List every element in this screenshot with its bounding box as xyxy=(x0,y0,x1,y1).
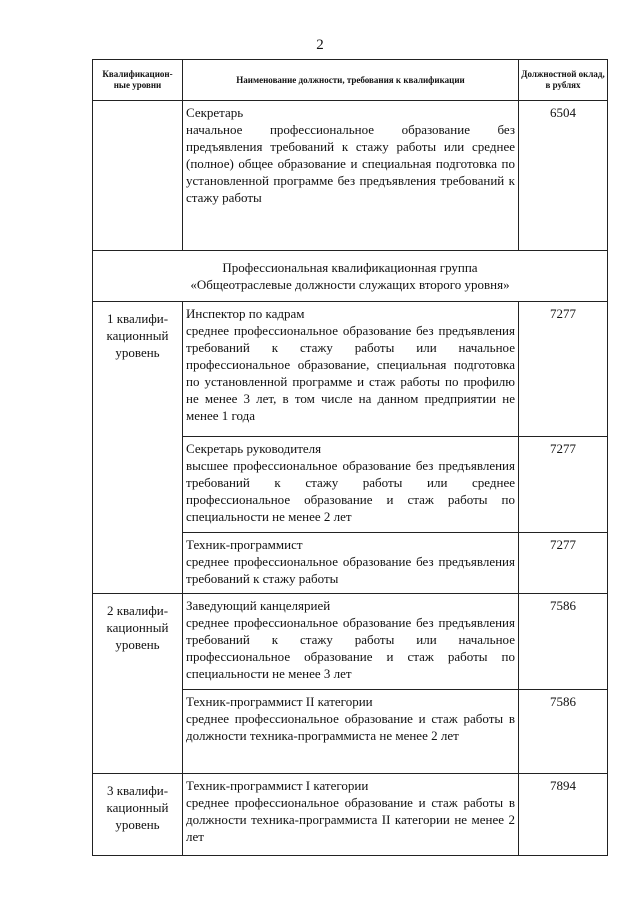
position-title: Секретарь руководителя xyxy=(186,441,322,456)
header-levels: Квалификацион-ные уровни xyxy=(93,60,183,101)
position-title: Секретарь xyxy=(186,105,244,120)
position-title: Техник-программист II категории xyxy=(186,694,373,709)
header-position: Наименование должности, требования к квалификации xyxy=(183,60,519,101)
page-number: 2 xyxy=(316,37,324,53)
group-cell xyxy=(93,251,608,302)
level-cell: 1 квалифи-кационный уровень xyxy=(93,302,183,594)
position-cell xyxy=(183,101,519,251)
level-cell xyxy=(93,101,183,251)
table-row xyxy=(93,774,608,856)
level-cell: 2 квалифи-кационный уровень xyxy=(93,594,183,774)
position-requirements: среднее профессиональное образование без предъявления требований к стажу работы или начальное профессиональное образование, специальная подготовка по установленной программе и стаж работы по профилю не менее 3 лет, в том числе на данном предприятии не менее 1 года xyxy=(186,323,515,423)
table-header-row xyxy=(93,60,608,101)
position-title: Заведующий канцелярией xyxy=(186,598,331,613)
position-requirements: среднее профессиональное образование без предъявления требований к стажу работы xyxy=(186,554,515,586)
position-cell xyxy=(183,690,519,774)
position-cell xyxy=(183,437,519,533)
position-cell xyxy=(183,533,519,594)
salary-cell: 7277 xyxy=(519,533,608,594)
table-row xyxy=(93,302,608,437)
position-requirements: среднее профессиональное образование и стаж работы в должности техника-программиста не менее 2 лет xyxy=(186,711,515,743)
position-title: Техник-программист I категории xyxy=(186,778,369,793)
position-cell xyxy=(183,774,519,856)
group-title: Профессиональная квалификационная группа xyxy=(222,260,478,275)
position-cell xyxy=(183,302,519,437)
group-row xyxy=(93,251,608,302)
salary-cell: 7277 xyxy=(519,437,608,533)
level-cell: 3 квалифи-кационный уровень xyxy=(93,774,183,856)
group-name: «Общеотраслевые должности служащих второго уровня» xyxy=(190,277,510,292)
position-requirements: высшее профессиональное образование без предъявления требований к стажу работы или среднее профессиональное образование и стаж работы по специальности не менее 2 лет xyxy=(186,458,515,524)
salary-cell: 7586 xyxy=(519,690,608,774)
header-salary: Должностной оклад, в рублях xyxy=(519,60,608,101)
table-row xyxy=(93,594,608,690)
position-requirements: среднее профессиональное образование и стаж работы в должности техника-программиста II категории не менее 2 лет xyxy=(186,795,515,844)
position-cell xyxy=(183,594,519,690)
salary-cell: 7277 xyxy=(519,302,608,437)
table-row xyxy=(93,101,608,251)
position-requirements: начальное профессиональное образование без предъявления требований к стажу работы или среднее (полное) общее образование и специальная подготовка по установленной программе без предъявления требований к стажу работы xyxy=(186,122,515,205)
position-title: Инспектор по кадрам xyxy=(186,306,305,321)
qualification-table xyxy=(92,59,608,856)
salary-cell: 7586 xyxy=(519,594,608,690)
salary-cell: 6504 xyxy=(519,101,608,251)
position-requirements: среднее профессиональное образование без предъявления требований к стажу работы или начальное профессиональное образование и стаж работы по специальности не менее 3 лет xyxy=(186,615,515,681)
position-title: Техник-программист xyxy=(186,537,303,552)
salary-cell: 7894 xyxy=(519,774,608,856)
